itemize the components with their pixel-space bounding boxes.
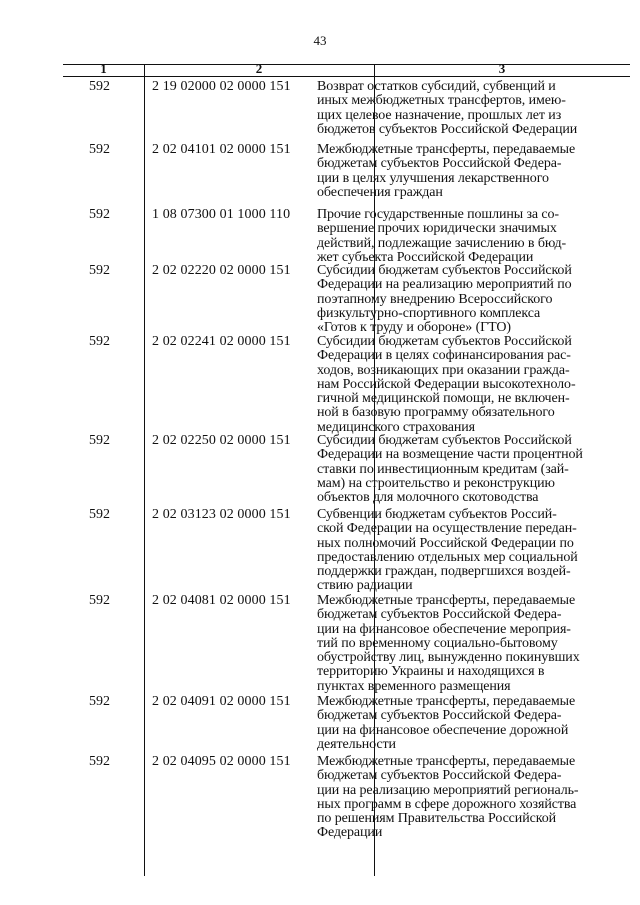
description-line: ставки по инвестиционным кредитам (зай- [317,461,569,477]
description-line: «Готов к труду и обороне» (ГТО) [317,320,511,336]
row-budget-code: 2 02 02241 02 0000 151 [152,334,291,349]
header-col-1: 1 [100,61,107,76]
row-budget-code: 2 02 04091 02 0000 151 [152,694,291,709]
row-admin-code: 592 [89,334,110,349]
revenue-codes-table [63,61,630,876]
row-description [317,143,605,200]
description-line: Межбюджетные трансферты, передаваемые [317,694,576,709]
description-line: бюджетам субъектов Российской Федера- [317,607,562,623]
description-line: Межбюджетные трансферты, передаваемые [317,593,576,608]
description-line: бюджетам субъектов Российской Федера- [317,156,562,172]
row-admin-code: 592 [89,79,110,94]
row-budget-code: 1 08 07300 01 1000 110 [152,207,291,222]
description-line: Субсидии бюджетам субъектов Российской [317,263,572,278]
description-line: тий по временному социально-бытовому [317,635,558,651]
description-line: ции на финансовое обеспечение мероприя- [317,621,571,637]
row-budget-code: 2 02 02250 02 0000 151 [152,433,291,448]
row-description [317,208,605,265]
header-col-2: 2 [255,61,263,76]
description-line: Федерации на реализацию мероприятий по [317,277,572,293]
row-admin-code: 592 [89,593,110,608]
description-line: медицинского страхования [317,419,476,435]
description-line: ствию радиации [317,578,413,594]
description-line: вершение прочих юридически значимых [317,221,557,237]
description-line: Федерации [317,825,383,841]
description-line: Федерации в целях софинансирования рас- [317,348,571,364]
row-admin-code: 592 [89,694,110,709]
description-line: щих целевое назначение, прошлых лет из [317,107,562,123]
column-divider-1 [144,64,145,876]
description-line: нам Российской Федерации высокотехноло- [317,376,576,392]
row-description [317,695,605,752]
row-description [317,755,605,841]
table-header-row [63,61,630,77]
row-admin-code: 592 [89,754,110,769]
description-line: по решениям Правительства Российской [317,811,556,827]
row-admin-code: 592 [89,142,110,157]
description-line: ции в целях улучшения лекарственного [317,170,549,186]
description-line: бюджетам субъектов Российской Федера- [317,768,562,784]
row-budget-code: 2 02 02220 02 0000 151 [152,263,291,278]
description-line: Федерации на возмещение части процентной [317,447,583,463]
description-line: ции на реализацию мероприятий региональ- [317,782,579,798]
description-line: жет субъекта Российской Федерации [317,249,534,265]
row-budget-code: 2 19 02000 02 0000 151 [152,79,291,94]
description-line: Субсидии бюджетам субъектов Российской [317,334,572,349]
description-line: иных межбюджетных трансфертов, имею- [317,93,566,109]
description-line: обустройству лиц, вынужденно покинувших [317,650,580,666]
row-admin-code: 592 [89,207,110,222]
description-line: физкультурно-спортивного комплекса [317,305,541,321]
description-line: территорию Украины и находящихся в [317,664,545,680]
description-line: Субвенции бюджетам субъектов Россий- [317,507,557,522]
description-line: Межбюджетные трансферты, передаваемые [317,142,576,157]
description-line: действий, подлежащие зачислению в бюд- [317,235,567,251]
description-line: поддержки граждан, подвергшихся воздей- [317,564,571,580]
description-line: ных полномочий Российской Федерации по [317,535,574,551]
row-admin-code: 592 [89,263,110,278]
description-line: поэтапному внедрению Всероссийского [317,291,553,307]
description-line: гичной медицинской помощи, не включен- [317,391,570,407]
row-description [317,80,605,137]
row-description [317,264,605,335]
description-line: бюджетам субъектов Российской Федера- [317,708,562,724]
row-description [317,434,605,505]
description-line: пунктах временного размещения [317,678,511,694]
description-line: ской Федерации на осуществление передан- [317,521,577,537]
description-line: бюджетов субъектов Российской Федерации [317,121,578,137]
description-line: деятельности [317,736,396,752]
description-line: обеспечения граждан [317,184,443,200]
row-budget-code: 2 02 03123 02 0000 151 [152,507,291,522]
row-budget-code: 2 02 04081 02 0000 151 [152,593,291,608]
description-line: Межбюджетные трансферты, передаваемые [317,754,576,769]
row-admin-code: 592 [89,433,110,448]
description-line: Прочие государственные пошлины за со- [317,207,559,222]
description-line: ходов, возникающих при оказании гражда- [317,362,570,378]
header-col-3: 3 [498,61,506,76]
description-line: ной в базовую программу обязательного [317,405,555,421]
description-line: ных программ в сфере дорожного хозяйства [317,796,577,812]
row-admin-code: 592 [89,507,110,522]
row-budget-code: 2 02 04101 02 0000 151 [152,142,291,157]
description-line: ции на финансовое обеспечение дорожной [317,722,569,738]
description-line: Возврат остатков субсидий, субвенций и [317,79,556,94]
row-description [317,508,605,594]
row-budget-code: 2 02 04095 02 0000 151 [152,754,291,769]
page-number: 43 [313,33,327,48]
description-line: предоставлению отдельных мер социальной [317,549,578,565]
row-description [317,594,605,694]
description-line: Субсидии бюджетам субъектов Российской [317,433,572,448]
description-line: мам) на строительство и реконструкцию [317,475,555,491]
row-description [317,335,605,435]
description-line: объектов для молочного скотоводства [317,490,539,506]
